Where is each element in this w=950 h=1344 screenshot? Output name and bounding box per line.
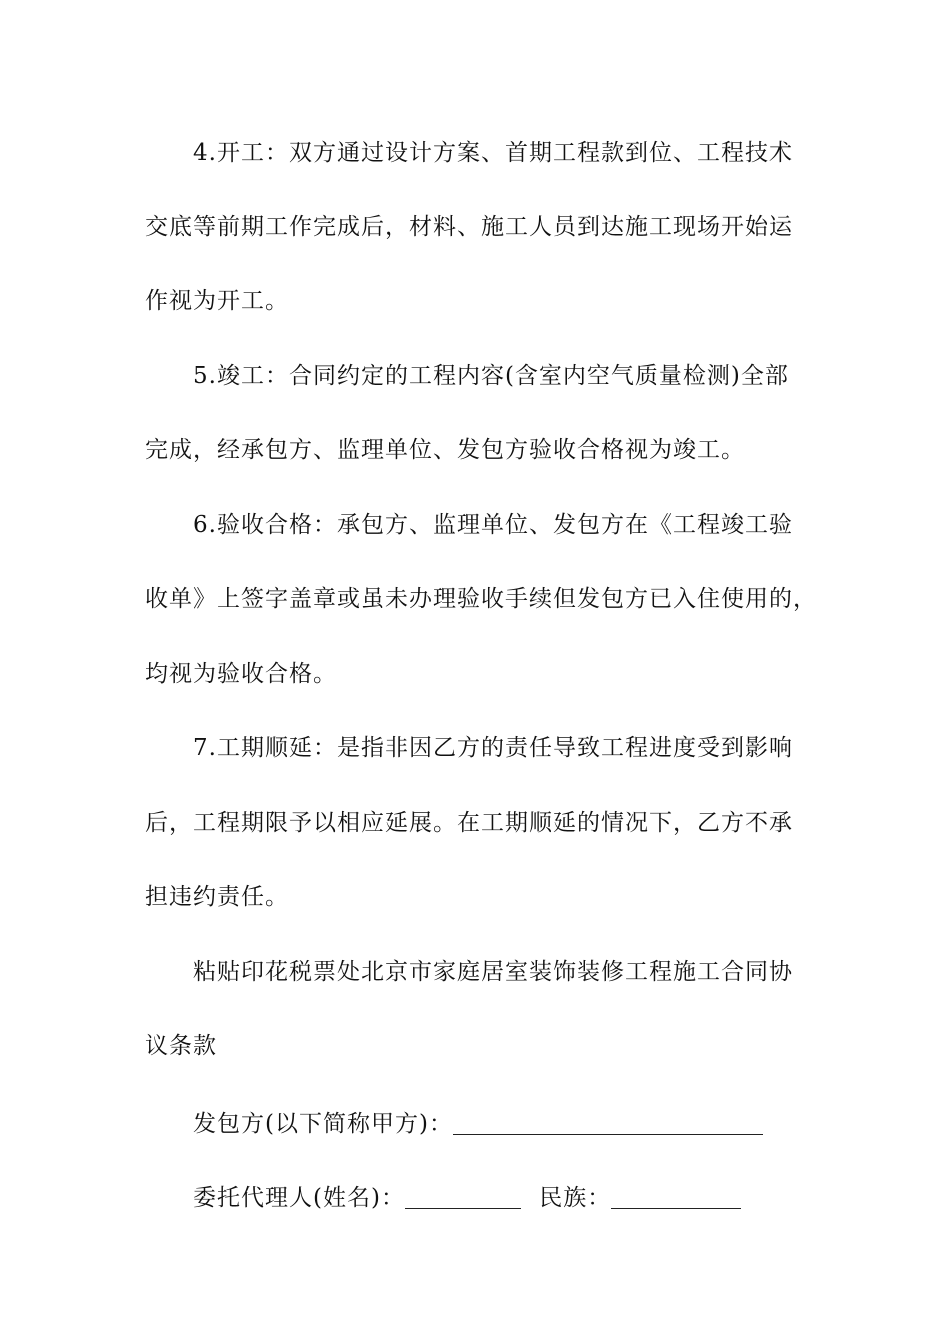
agent-label: 委托代理人(姓名)：: [193, 1185, 405, 1211]
employer-field-row: [193, 1104, 813, 1144]
clause-6-line-2: 收单》上签字盖章或虽未办理验收手续但发包方已入住使用的，: [145, 586, 817, 612]
agent-name-blank-field[interactable]: [405, 1180, 521, 1209]
clause-7-line-3: 担违约责任。: [145, 884, 289, 910]
clause-7-line-2: 后，工程期限予以相应延展。在工期顺延的情况下，乙方不承: [145, 810, 793, 836]
employer-label: 发包方(以下简称甲方)：: [193, 1111, 453, 1137]
ethnicity-label: 民族：: [539, 1185, 612, 1211]
clause-6-line-3: 均视为验收合格。: [145, 661, 337, 687]
clause-4-line-3: 作视为开工。: [145, 288, 289, 314]
clause-7-line-1: 7.工期顺延：是指非因乙方的责任导致工程进度受到影响: [193, 735, 793, 761]
clause-4-line-1: 4.开工：双方通过设计方案、首期工程款到位、工程技术: [193, 140, 793, 166]
agreement-heading-line-2: 议条款: [145, 1033, 217, 1059]
employer-blank-field[interactable]: [453, 1106, 763, 1135]
clause-5-line-1: 5.竣工：合同约定的工程内容(含室内空气质量检测)全部: [193, 363, 789, 389]
ethnicity-blank-field[interactable]: [611, 1180, 741, 1209]
agreement-heading-line-1: 粘贴印花税票处北京市家庭居室装饰装修工程施工合同协: [193, 959, 793, 985]
clause-6-line-1: 6.验收合格：承包方、监理单位、发包方在《工程竣工验: [193, 512, 793, 538]
agent-field-row: [193, 1178, 813, 1218]
clause-5-line-2: 完成，经承包方、监理单位、发包方验收合格视为竣工。: [145, 437, 745, 463]
clause-4-line-2: 交底等前期工作完成后，材料、施工人员到达施工现场开始运: [145, 214, 793, 240]
